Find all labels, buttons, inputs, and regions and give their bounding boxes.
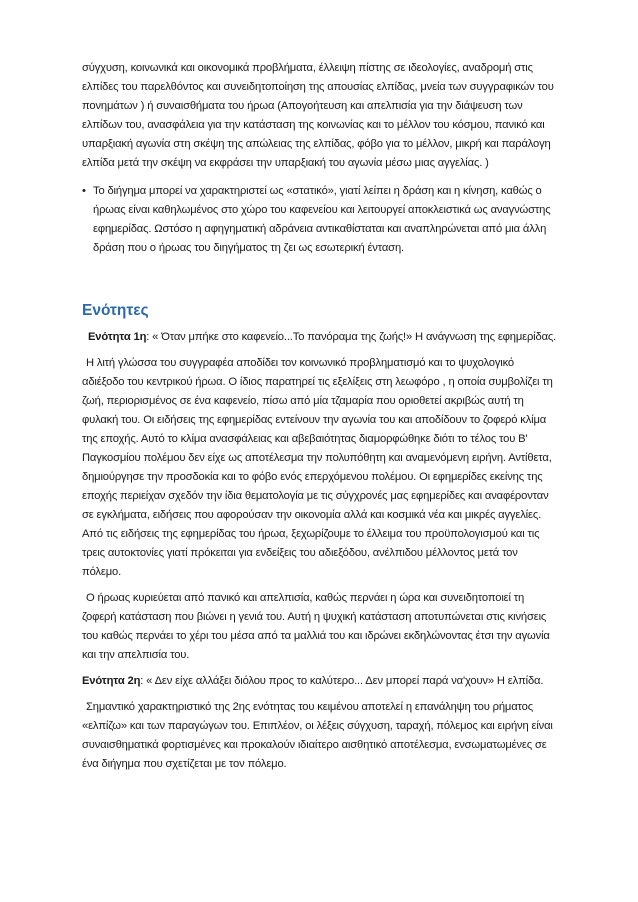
bullet-item: [82, 182, 558, 258]
unit2-title: : « Δεν είχε αλλάξει διόλου προς το καλύτερο... Δεν μπορεί παρά να'χουν» Η ελπίδα.: [140, 675, 544, 687]
unit1-title: : « Όταν μπήκε στο καφενείο...Το πανόραμα της ζωής!» Η ανάγνωση της εφημερίδας.: [146, 331, 557, 343]
unit2-label: Ενότητα 2η: [82, 675, 141, 687]
intro-paragraph: σύγχυση, κοινωνικά και οικονομικά προβλήματα, έλλειψη πίστης σε ιδεολογίες, αναδρομή στις ελπίδες του παρελθόντος και συνειδητοποίηση της απουσίας ελπίδας, μνεία των συγγραφικών του πονημάτων ) ή συναισθήματα του ήρωα (Απογοήτευση και απελπισία για την διάψευση των ελπίδων του, ανασφάλεια για την κατάσταση της κοινωνίας και το μέλλον του κόσμου, πανικό και υπαρξιακή αγωνία στη σκέψη της απώλειας της ελπίδας, φόβο για το μέλλον, μικρή και παράλογη ελπίδα μετά την σκέψη να εκφράσει την υπαρξιακή του αγωνία μέσω μιας αγγελίας. ): [82, 62, 554, 169]
unit2-heading: [82, 672, 558, 691]
paragraph-2: Ο ήρωας κυριεύεται από πανικό και απελπισία, καθώς περνάει η ώρα και συνειδητοποιεί τη ζοφερή κατάσταση που βιώνει η γενιά του. Αυτή η ψυχική κατάσταση αποτυπώνεται στις κινήσεις του καθώς περνάει το χέρι του μέσα από τα μαλλιά του και ιδρώνει εκδηλώνοντας έτσι την αγωνία και την απελπισία του.: [82, 592, 550, 661]
section-heading: Ενότητες: [82, 302, 149, 319]
unit1-heading: [82, 328, 558, 347]
bullet-marker: •: [82, 185, 86, 197]
bullet-text: Το διήγημα μπορεί να χαρακτηριστεί ως «στατικό», γιατί λείπει η δράση και η κίνηση, καθώς ο ήρωας είναι καθηλωμένος στο χώρο του καφενείου και λειτουργεί αποκλειστικά ως αναγνώστης εφημερίδας. Ωστόσο η αφηγηματική αδράνεια αντικαθίσταται και αναπληρώνεται από μια άλλη δράση που ο ήρωας του διηγήματος τη ζει ως εσωτερική ένταση.: [93, 185, 551, 254]
unit1-label: Ενότητα 1η: [88, 331, 147, 343]
paragraph-1: Η λιτή γλώσσα του συγγραφέα αποδίδει τον κοινωνικό προβληματισμό και το ψυχολογικό αδιέξοδο του κεντρικού ήρωα. Ο ίδιος παρατηρεί τις εξελίξεις στη λεωφόρο , η οποία συμβολίζει τη ζωή, περιορισμένος σε ένα καφενείο, πίσω από μία τζαμαρία που οριοθετεί ακριβώς αυτή τη φυλακή του. Οι ειδήσεις της εφημερίδας εντείνουν την αγωνία του και αποδίδουν το ζοφερό κλίμα της εποχής. Αυτό το κλίμα ανασφάλειας και αβεβαιότητας διαμορφώθηκε διότι το τέλος του Β' Παγκοσμίου πολέμου δεν είχε ως αποτέλεσμα την πολυπόθητη και αναμενόμενη ειρήνη. Αντίθετα, δημιούργησε την προσδοκία και το φόβο ενός επερχόμενου πολέμου. Οι εφημερίδες εκείνης της εποχής περιείχαν σχεδόν την ίδια θεματολογία με τις σύγχρονές μας εφημερίδες και αναφέρονταν σε εγκλήματα, ειδήσεις που αφορούσαν την οικονομία αλλά και κοσμικά νέα και μικρές αγγελίες. Από τις ειδήσεις της εφημερίδας του ήρωα, ξεχωρίζουμε το έλλειμα του προϋπολογισμού και τις τρεις αυτοκτονίες γιατί πρόκειται για ενδείξεις του αδιεξόδου, ανέλπιδου μέλλοντος μετά τον πόλεμο.: [82, 357, 553, 578]
paragraph-3: Σημαντικό χαρακτηριστικό της 2ης ενότητας του κειμένου αποτελεί η επανάληψη του ρήματος «ελπίζω» και των παραγώγων του. Επιπλέον, οι λέξεις σύγχυση, ταραχή, πόλεμος και ειρήνη είναι συναισθηματικά φορτισμένες και προκαλούν ιδιαίτερο αισθητικό αποτέλεσμα, ενσωματωμένες σε ένα διήγημα που σχετίζεται με τον πόλεμο.: [82, 701, 553, 770]
